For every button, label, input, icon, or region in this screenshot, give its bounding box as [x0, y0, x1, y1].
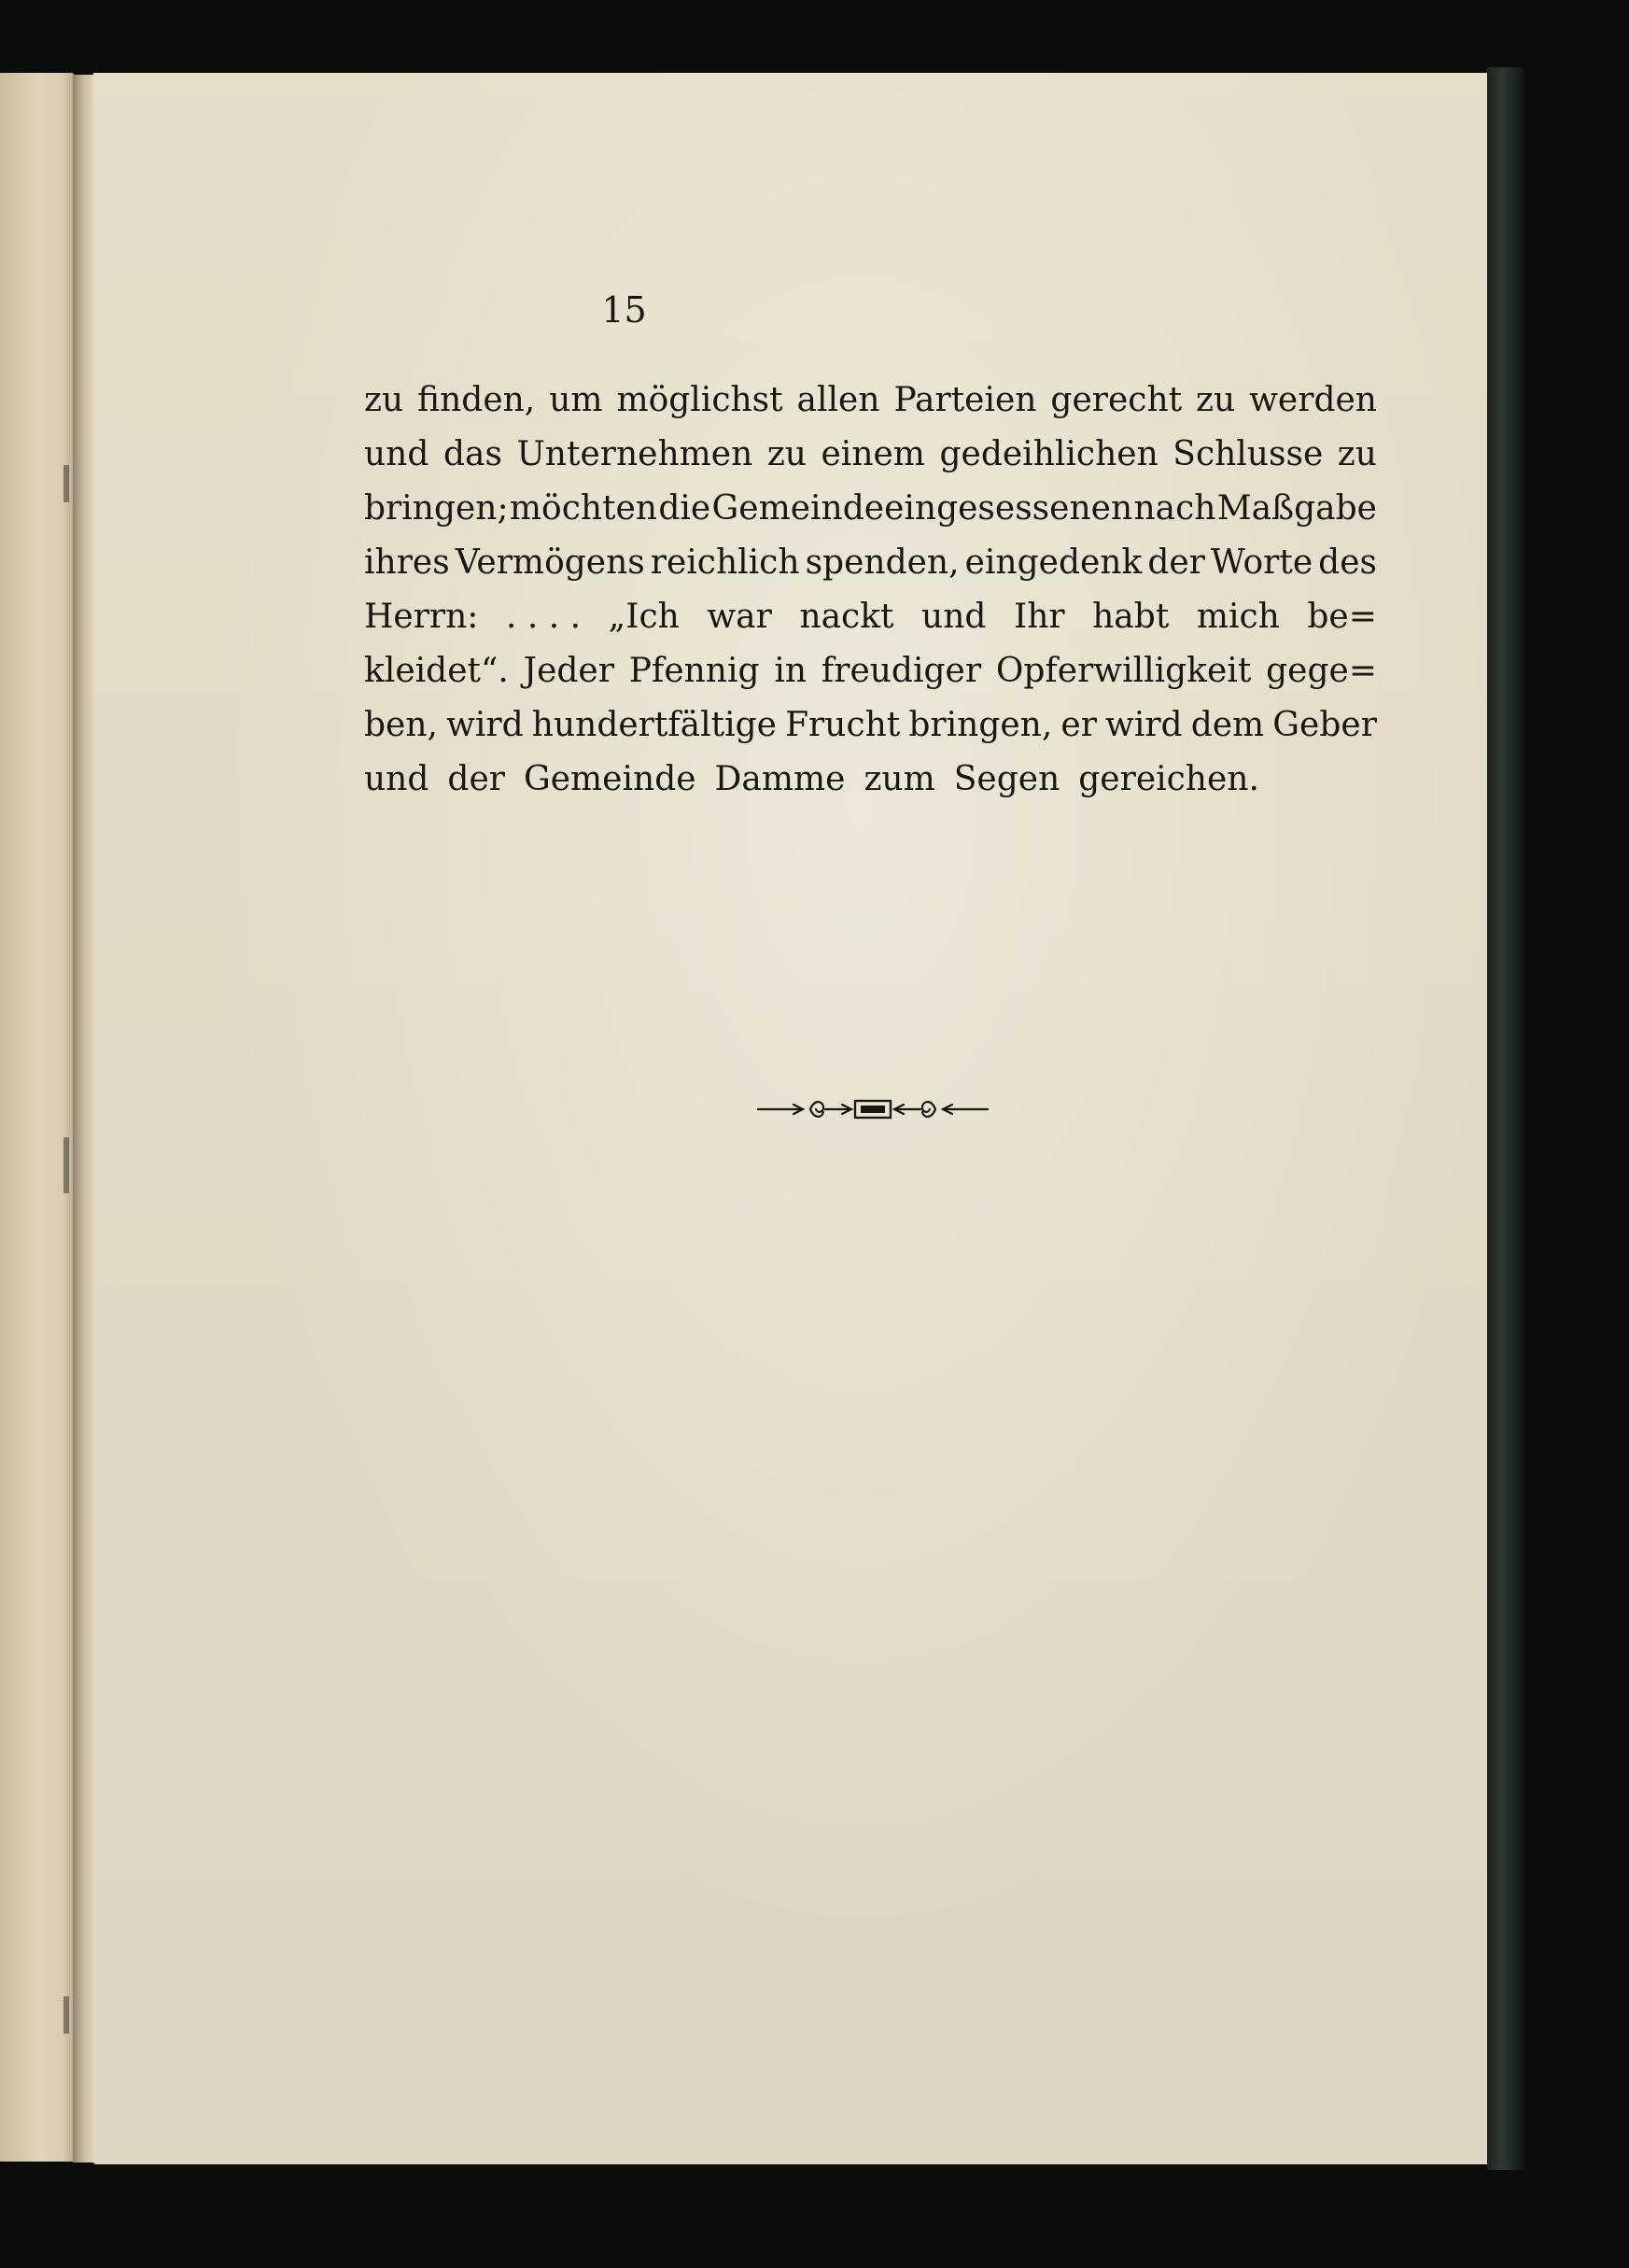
word: um [549, 381, 603, 419]
word: Ihr [1013, 598, 1065, 636]
word: Damme [714, 760, 846, 798]
ornamental-divider-icon [756, 1095, 990, 1123]
word: möglichst [616, 381, 783, 419]
word: er [1060, 706, 1097, 744]
word: und [364, 760, 429, 798]
word: Pfennig [628, 652, 760, 690]
word: zum [864, 760, 935, 798]
word: der [1147, 543, 1205, 582]
word: gedeihlichen [939, 435, 1159, 473]
word: Jeder [523, 652, 614, 690]
word: Herrn: [364, 598, 479, 636]
word: werden [1249, 381, 1377, 419]
page-edge-mark [63, 1137, 69, 1193]
text-line-8 [364, 753, 1377, 807]
word: zu [766, 435, 807, 473]
word: der [447, 760, 505, 798]
previous-page-edge [0, 73, 75, 2162]
word: bringen, [908, 706, 1053, 744]
word: gerecht [1050, 381, 1183, 419]
word: und [921, 598, 987, 636]
word: Segen [953, 760, 1060, 798]
word: zu [1196, 381, 1236, 419]
text-line-4 [364, 536, 1377, 590]
word: Worte [1210, 543, 1313, 582]
text-line-1 [364, 373, 1377, 428]
page-number [0, 289, 1396, 331]
page-edge-mark [63, 465, 69, 502]
page-edge-mark [63, 1996, 69, 2034]
word: spenden, [805, 543, 960, 582]
body-text [364, 373, 1377, 807]
word: habt [1092, 598, 1170, 636]
word: . . . . [505, 598, 582, 636]
word: hundertfältige [531, 706, 777, 744]
text-line-2 [364, 428, 1377, 482]
word: Unternehmen [516, 435, 753, 473]
word: bringen; [364, 489, 509, 528]
word: in [774, 652, 807, 690]
page-number-text: 15 [601, 289, 647, 331]
word: gege= [1266, 652, 1377, 690]
word: ihres [364, 543, 450, 582]
word: wird [1105, 706, 1183, 744]
word: freudiger [821, 652, 982, 690]
word: Opferwilligkeit [995, 652, 1252, 690]
word: Gemeindeeingesessenen [711, 489, 1133, 528]
word: zu [1337, 435, 1377, 473]
word: reichlich [650, 543, 800, 582]
word: be= [1307, 598, 1377, 636]
word: möchten [509, 489, 658, 528]
text-line-6 [364, 644, 1377, 698]
word: eingedenk [964, 543, 1143, 582]
word: mich [1196, 598, 1280, 636]
word: nach [1133, 489, 1216, 528]
word: Schlusse [1173, 435, 1324, 473]
word: dem [1190, 706, 1265, 744]
text-line-7 [364, 698, 1377, 753]
word: Gemeinde [523, 760, 696, 798]
word: war [707, 598, 772, 636]
word: Maßgabe [1216, 489, 1377, 528]
word: einem [821, 435, 925, 473]
word: die [658, 489, 711, 528]
word: allen [796, 381, 880, 419]
word: nackt [799, 598, 894, 636]
word: Vermögens [455, 543, 645, 582]
word: das [442, 435, 502, 473]
word: zu [364, 381, 404, 419]
text-line-3 [364, 482, 1377, 536]
word: Geber [1272, 706, 1377, 744]
word: ben, [364, 706, 438, 744]
word: gereichen. [1078, 760, 1259, 798]
word: finden, [417, 381, 536, 419]
word: Parteien [893, 381, 1037, 419]
word: kleidet“. [364, 652, 509, 690]
word: wird [446, 706, 524, 744]
text-line-5 [364, 590, 1377, 644]
word: „Ich [608, 598, 680, 636]
word: des [1318, 543, 1377, 582]
word: Frucht [785, 706, 901, 744]
page [93, 73, 1489, 2164]
word: und [364, 435, 429, 473]
book-cover-edge [1487, 67, 1524, 2170]
